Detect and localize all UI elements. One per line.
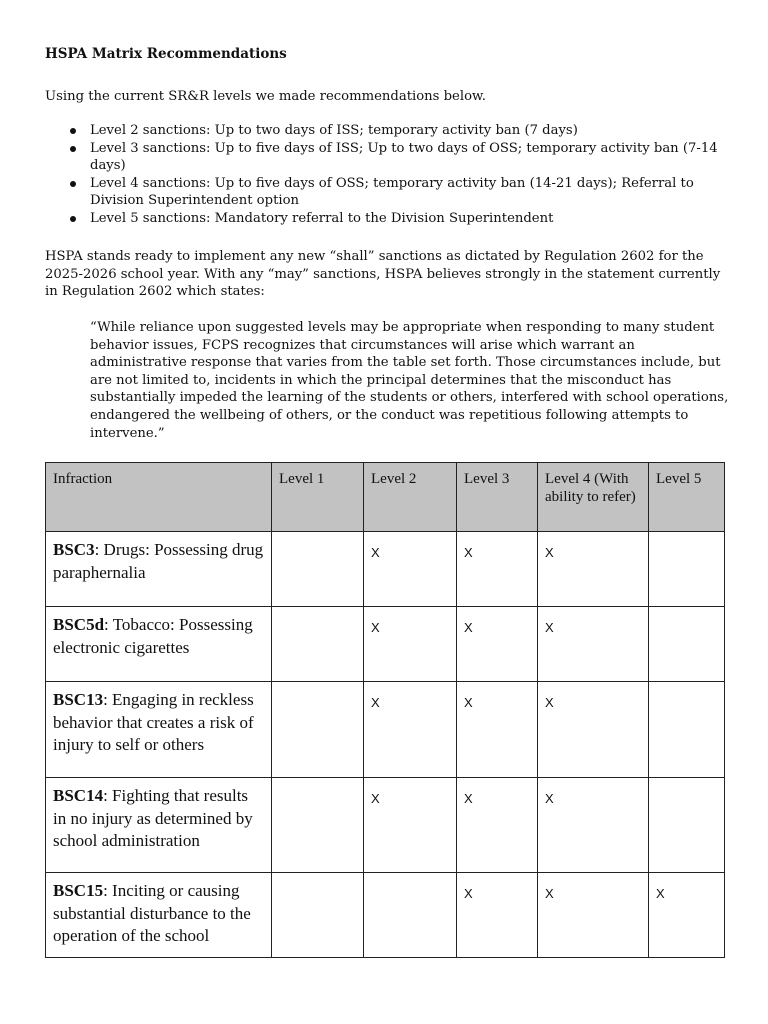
table-row (46, 873, 725, 958)
infraction-code: BSC14 (53, 786, 104, 805)
statement-paragraph: HSPA stands ready to implement any new “shall” sanctions as dictated by Regulation 2602 for the 2025-2026 school year. With any “may” sanctions, HSPA believes strongly in the statement currently in Regulation 2602 which states: (45, 249, 721, 300)
list-item: Level 3 sanctions: Up to five days of ISS; Up to two days of OSS; temporary activity ban (7-14 days) (68, 140, 728, 175)
infraction-code: BSC5d (53, 615, 105, 634)
header-level-5: Level 5 (649, 463, 725, 532)
infraction-code: BSC13 (53, 690, 104, 709)
table-header-row (46, 463, 725, 532)
list-item: Level 5 sanctions: Mandatory referral to the Division Superintendent (68, 210, 728, 228)
header-level-2: Level 2 (364, 463, 457, 532)
infraction-description: : Inciting or causing substantial disturbance to the operation of the school (53, 881, 251, 945)
infraction-description: : Drugs: Possessing drug paraphernalia (53, 540, 264, 582)
table-row (46, 532, 725, 607)
infraction-cell (46, 778, 272, 873)
infraction-cell (46, 607, 272, 682)
matrix-table (45, 462, 725, 958)
infraction-code: BSC3 (53, 540, 95, 559)
header-level-1: Level 1 (272, 463, 364, 532)
header-infraction: Infraction (46, 463, 272, 532)
level-3-mark: X (457, 682, 538, 778)
infraction-description: : Tobacco: Possessing electronic cigarettes (53, 615, 253, 657)
infraction-cell (46, 682, 272, 778)
level-3-mark: X (457, 607, 538, 682)
level-3-mark: X (457, 778, 538, 873)
table-row (46, 682, 725, 778)
header-level-3: Level 3 (457, 463, 538, 532)
table-row (46, 778, 725, 873)
level-5-mark (649, 532, 725, 607)
infraction-cell (46, 532, 272, 607)
list-item: Level 4 sanctions: Up to five days of OSS; temporary activity ban (14-21 days); Referral to Division Superintendent option (68, 175, 728, 210)
level-5-mark: X (649, 873, 725, 958)
sanction-list (68, 122, 728, 228)
regulation-quote: “While reliance upon suggested levels may be appropriate when responding to many student behavior issues, FCPS recognizes that circumstances will arise which warrant an administrative response that varies from the table set forth. Those circumstances include, but are not limited to, incidents in which the principal determines that the misconduct has substantially impeded the learning of the students or others, interfered with school operations, endangered the wellbeing of others, or the conduct was repetitious following attempts to intervene.” (90, 320, 729, 441)
level-1-mark (272, 778, 364, 873)
infraction-code: BSC15 (53, 881, 104, 900)
intro-text: Using the current SR&R levels we made recommendations below. (45, 89, 486, 104)
header-level-4: Level 4 (With ability to refer) (538, 463, 649, 532)
infraction-cell (46, 873, 272, 958)
level-2-mark: X (364, 532, 457, 607)
level-4-mark: X (538, 873, 649, 958)
level-5-mark (649, 778, 725, 873)
level-3-mark: X (457, 532, 538, 607)
level-4-mark: X (538, 778, 649, 873)
level-2-mark: X (364, 778, 457, 873)
level-1-mark (272, 873, 364, 958)
document-title: HSPA Matrix Recommendations (45, 46, 287, 62)
level-1-mark (272, 682, 364, 778)
level-4-mark: X (538, 682, 649, 778)
level-5-mark (649, 607, 725, 682)
level-2-mark: X (364, 682, 457, 778)
infraction-description: : Engaging in reckless behavior that creates a risk of injury to self or others (53, 690, 254, 754)
level-2-mark (364, 873, 457, 958)
level-3-mark: X (457, 873, 538, 958)
level-4-mark: X (538, 607, 649, 682)
level-2-mark: X (364, 607, 457, 682)
level-1-mark (272, 607, 364, 682)
level-1-mark (272, 532, 364, 607)
table-row (46, 607, 725, 682)
level-4-mark: X (538, 532, 649, 607)
list-item: Level 2 sanctions: Up to two days of ISS; temporary activity ban (7 days) (68, 122, 728, 140)
level-5-mark (649, 682, 725, 778)
infraction-description: : Fighting that results in no injury as determined by school administration (53, 786, 253, 850)
